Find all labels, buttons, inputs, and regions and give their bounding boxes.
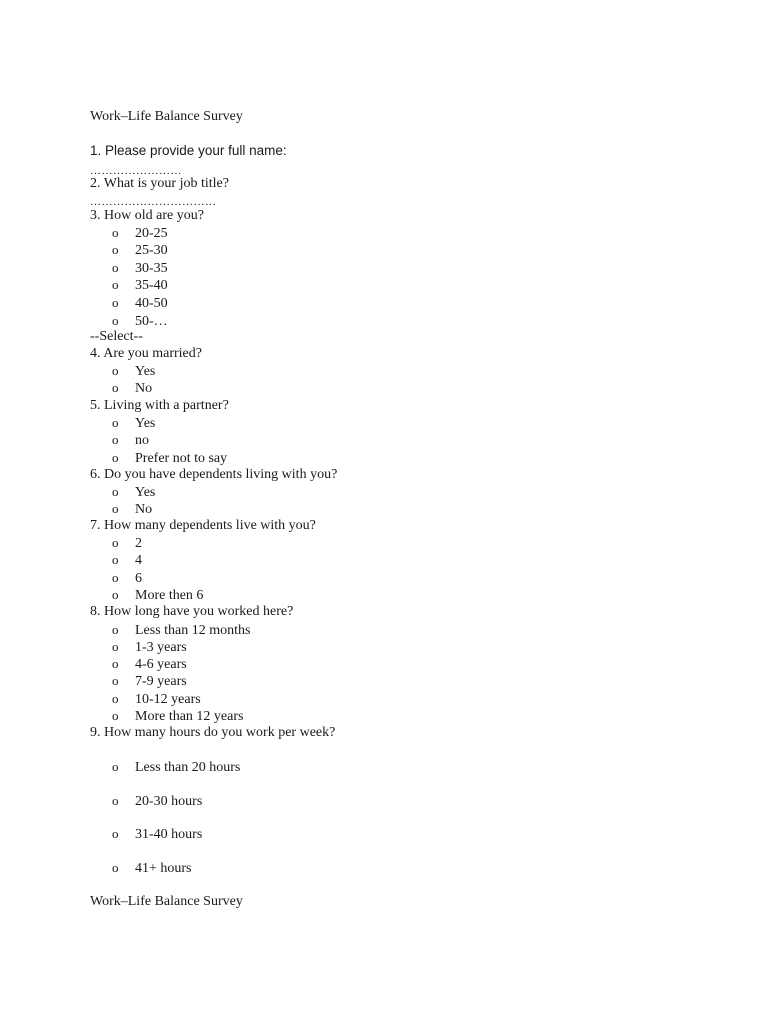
radio-bullet-icon: o xyxy=(112,313,119,328)
tenure-option[interactable] xyxy=(112,656,187,673)
partner-option[interactable] xyxy=(112,450,227,467)
full-name-field[interactable]: …………………… xyxy=(90,165,182,177)
radio-bullet-icon: o xyxy=(112,242,119,257)
option-label: Yes xyxy=(135,364,156,379)
radio-bullet-icon: o xyxy=(112,587,119,602)
dependents-count-option[interactable] xyxy=(112,570,142,587)
job-title-field[interactable]: …………………………… xyxy=(90,196,217,208)
dependents-count-option[interactable] xyxy=(112,552,142,569)
dependents-option[interactable] xyxy=(112,501,152,518)
radio-bullet-icon: o xyxy=(112,622,119,637)
option-label: 20-25 xyxy=(135,226,168,241)
age-option[interactable] xyxy=(112,225,168,242)
married-option[interactable] xyxy=(112,380,152,397)
radio-bullet-icon: o xyxy=(112,225,119,240)
age-select[interactable]: --Select-- xyxy=(90,329,143,344)
option-label: Yes xyxy=(135,485,156,500)
age-option[interactable] xyxy=(112,277,168,294)
hours-option[interactable] xyxy=(112,759,240,776)
question-4: 4. Are you married? xyxy=(90,346,202,361)
question-3: 3. How old are you? xyxy=(90,208,204,223)
option-label: no xyxy=(135,433,149,448)
radio-bullet-icon: o xyxy=(112,535,119,550)
radio-bullet-icon: o xyxy=(112,260,119,275)
option-label: 10-12 years xyxy=(135,692,201,707)
option-label: 1-3 years xyxy=(135,640,187,655)
radio-bullet-icon: o xyxy=(112,759,119,774)
radio-bullet-icon: o xyxy=(112,656,119,671)
radio-bullet-icon: o xyxy=(112,570,119,585)
age-option[interactable] xyxy=(112,260,168,277)
question-5: 5. Living with a partner? xyxy=(90,398,229,413)
option-label: 7-9 years xyxy=(135,674,187,689)
radio-bullet-icon: o xyxy=(112,363,119,378)
option-label: 40-50 xyxy=(135,296,168,311)
radio-bullet-icon: o xyxy=(112,826,119,841)
question-7: 7. How many dependents live with you? xyxy=(90,518,316,533)
age-option[interactable] xyxy=(112,242,168,259)
dependents-count-option[interactable] xyxy=(112,535,142,552)
radio-bullet-icon: o xyxy=(112,380,119,395)
option-label: 4 xyxy=(135,553,142,568)
question-2: 2. What is your job title? xyxy=(90,176,229,191)
option-label: 30-35 xyxy=(135,261,168,276)
option-label: Less than 20 hours xyxy=(135,760,241,775)
option-label: 35-40 xyxy=(135,278,168,293)
radio-bullet-icon: o xyxy=(112,277,119,292)
age-option[interactable] xyxy=(112,313,168,330)
option-label: 41+ hours xyxy=(135,861,192,876)
dependents-option[interactable] xyxy=(112,484,155,501)
radio-bullet-icon: o xyxy=(112,415,119,430)
option-label: Yes xyxy=(135,416,156,431)
tenure-option[interactable] xyxy=(112,691,201,708)
option-label: More then 6 xyxy=(135,588,204,603)
radio-bullet-icon: o xyxy=(112,501,119,516)
radio-bullet-icon: o xyxy=(112,295,119,310)
radio-bullet-icon: o xyxy=(112,639,119,654)
option-label: 4-6 years xyxy=(135,657,187,672)
radio-bullet-icon: o xyxy=(112,484,119,499)
option-label: No xyxy=(135,381,153,396)
option-label: 2 xyxy=(135,536,142,551)
radio-bullet-icon: o xyxy=(112,691,119,706)
dependents-count-option[interactable] xyxy=(112,587,203,604)
radio-bullet-icon: o xyxy=(112,552,119,567)
option-label: 6 xyxy=(135,571,142,586)
question-9: 9. How many hours do you work per week? xyxy=(90,725,336,740)
option-label: Prefer not to say xyxy=(135,451,228,466)
age-option[interactable] xyxy=(112,295,168,312)
tenure-option[interactable] xyxy=(112,639,187,656)
option-label: 31-40 hours xyxy=(135,827,203,842)
question-6: 6. Do you have dependents living with you? xyxy=(90,467,338,482)
hours-option[interactable] xyxy=(112,793,202,810)
hours-option[interactable] xyxy=(112,826,202,843)
radio-bullet-icon: o xyxy=(112,450,119,465)
footer-title: Work–Life Balance Survey xyxy=(90,894,243,909)
radio-bullet-icon: o xyxy=(112,673,119,688)
radio-bullet-icon: o xyxy=(112,708,119,723)
question-8: 8. How long have you worked here? xyxy=(90,604,294,619)
option-label: 20-30 hours xyxy=(135,794,203,809)
tenure-option[interactable] xyxy=(112,673,187,690)
option-label: 50-… xyxy=(135,314,168,329)
hours-option[interactable] xyxy=(112,860,192,877)
option-label: Less than 12 months xyxy=(135,623,251,638)
married-option[interactable] xyxy=(112,363,155,380)
partner-option[interactable] xyxy=(112,432,149,449)
option-label: No xyxy=(135,502,153,517)
tenure-option[interactable] xyxy=(112,708,243,725)
question-1: 1. Please provide your full name: xyxy=(90,143,287,158)
radio-bullet-icon: o xyxy=(112,860,119,875)
tenure-option[interactable] xyxy=(112,622,251,639)
option-label: 25-30 xyxy=(135,243,168,258)
radio-bullet-icon: o xyxy=(112,432,119,447)
radio-bullet-icon: o xyxy=(112,793,119,808)
partner-option[interactable] xyxy=(112,415,155,432)
survey-title: Work–Life Balance Survey xyxy=(90,109,243,124)
option-label: More than 12 years xyxy=(135,709,244,724)
